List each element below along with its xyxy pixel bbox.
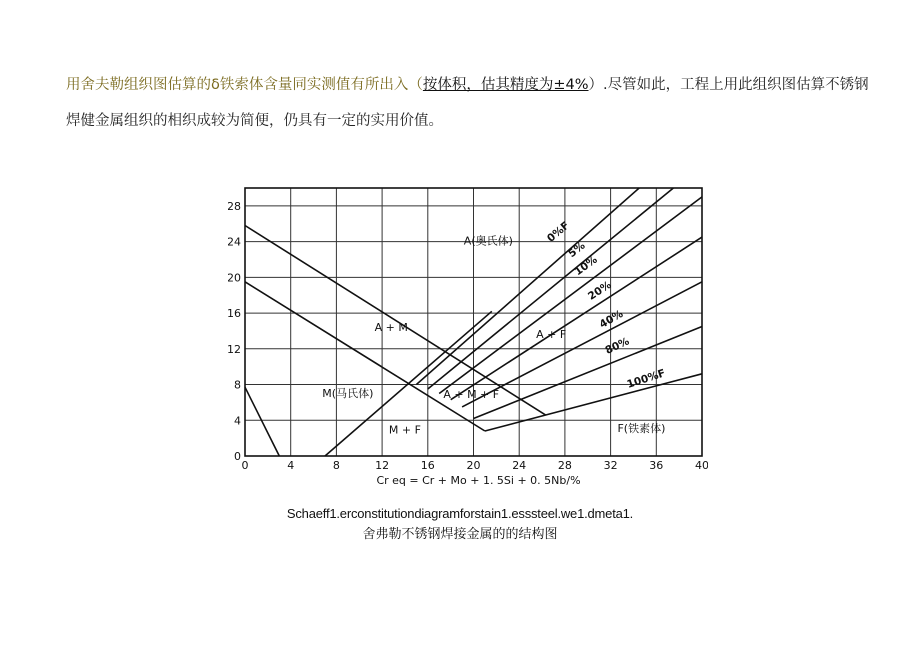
schaeffler-diagram: [228, 180, 708, 490]
paragraph-line-1: [66, 75, 869, 95]
line-label: 10%: [572, 253, 600, 279]
x-tick-label: 32: [603, 459, 618, 472]
x-tick-label: 36: [649, 459, 664, 472]
paragraph-text-part-1: 用舍夫勒组织图估算的δ铁索体含量同实测值有所出入（: [66, 77, 423, 93]
x-tick-label: 16: [420, 459, 435, 472]
x-tick-label: 0: [241, 459, 249, 472]
region-label: A + M + F: [443, 387, 500, 401]
y-tick-label: 8: [234, 378, 241, 392]
paragraph-line-2: 焊健金属组织的相织成较为简便，仍具有一定的实用价值。: [66, 113, 443, 129]
line-label: 40%: [597, 307, 626, 331]
caption-chinese: 舍弗勒不锈钢焊接金属的的结构图: [362, 527, 558, 542]
y-tick-label: 16: [228, 307, 241, 321]
region-label: A(奥氏体): [463, 234, 513, 248]
paragraph-text-part-3: ）.尽管如此，工程上用此组织图估算不锈钢: [588, 77, 869, 93]
y-tick-label: 28: [228, 199, 241, 213]
region-label: A + M: [374, 320, 408, 334]
series-line-5pct: [428, 188, 674, 389]
line-label: 20%: [586, 279, 614, 303]
line-label: 80%: [603, 335, 632, 357]
line-label: 100%F: [625, 367, 667, 391]
y-tick-label: 24: [228, 235, 241, 249]
x-tick-label: 12: [375, 459, 390, 472]
line-label: 5%: [566, 239, 588, 261]
paragraph-text-underlined: 按体积，估其精度为±4%: [422, 77, 589, 93]
chart-svg: [228, 180, 708, 490]
boundary-line: [245, 387, 279, 456]
y-tick-label: 4: [234, 414, 241, 428]
caption-english: Schaeff1.erconstitutiondiagramforstain1.esssteel.we1.dmeta1.: [286, 506, 634, 521]
x-tick-label: 24: [512, 459, 527, 472]
series-line-10pct: [439, 197, 702, 394]
x-tick-label: 20: [466, 459, 481, 472]
y-tick-label: 12: [228, 342, 241, 356]
series-line-100pctF: [485, 374, 702, 431]
line-label: 0%F: [544, 219, 572, 245]
x-tick-label: 8: [332, 459, 340, 472]
region-label: A + F: [536, 328, 567, 342]
y-tick-label: 20: [228, 271, 241, 285]
x-tick-label: 4: [287, 459, 295, 472]
region-label: F(铁素体): [617, 421, 666, 435]
x-axis-label: Cr eq = Cr + Mo + 1. 5Si + 0. 5Nb/%: [376, 474, 581, 487]
y-tick-label: 0: [234, 450, 241, 463]
region-label: M(马氏体): [322, 387, 374, 401]
x-tick-label: 40: [695, 459, 708, 472]
region-label: M + F: [388, 423, 421, 437]
x-tick-label: 28: [557, 459, 572, 472]
